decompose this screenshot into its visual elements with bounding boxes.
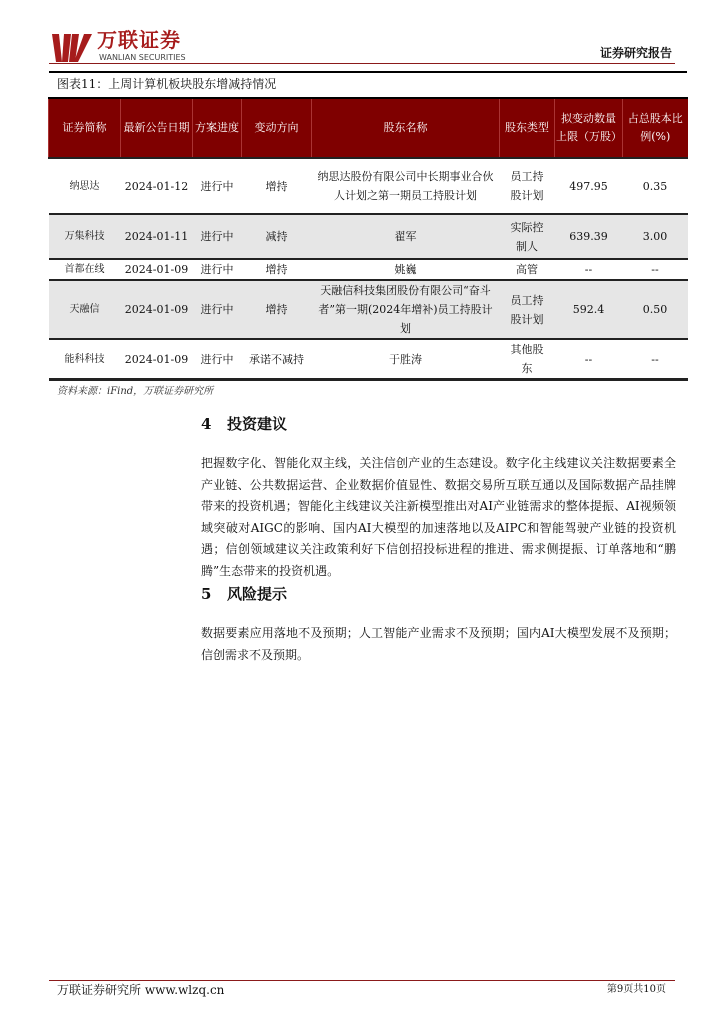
table-cell: -- [555, 339, 623, 380]
page-number: 第9页共10页 [606, 984, 666, 995]
table-cell: 减持 [242, 214, 312, 259]
section-paragraph: 把握数字化、智能化双主线，关注信创产业的生态建设。数字化主线建议关注数据要素全产业链、公共数据运营、企业数据价值显性、数据交易所互联互通以及国际数据产品挂牌带来的投资机遇；智能化主线建议关注新模型推出对AI产业链需求的整体提振、AI视频领域突破对AIGC的影响、国内AI大模型的加速落地以及AIPC和智能驾驶产业链的投资机遇；信创领域建议关注政策利好下信创招投标进程的推进、需求侧提振、订单落地和“鹏腾”生态带来的投资机遇。 [201, 456, 676, 578]
table-cell: 实际控制人 [500, 214, 555, 259]
table-cell: 增持 [242, 158, 312, 214]
table-cell: 员工持股计划 [500, 158, 555, 214]
section-title: 风险提示 [227, 585, 288, 603]
table-cell: 进行中 [193, 214, 242, 259]
table-cell: 万集科技 [49, 214, 121, 259]
table-cell: 2024-01-11 [121, 214, 193, 259]
section-number: 4 [201, 415, 212, 433]
table-cell: 天融信 [49, 280, 121, 339]
table-row [49, 259, 688, 280]
table-cell: 2024-01-09 [121, 259, 193, 280]
section-title: 投资建议 [227, 415, 288, 433]
table-cell: -- [623, 339, 688, 380]
table-row [49, 280, 688, 339]
table-cell: 纳思达股份有限公司中长期事业合伙人计划之第一期员工持股计划 [312, 158, 500, 214]
table-cell: 于胜涛 [312, 339, 500, 380]
figure-caption: 图表11：上周计算机板块股东增减持情况 [57, 77, 277, 91]
table-cell: 进行中 [193, 259, 242, 280]
table-cell: 进行中 [193, 280, 242, 339]
table-cell: -- [623, 259, 688, 280]
table-cell: 2024-01-09 [121, 280, 193, 339]
header-divider [49, 63, 675, 64]
table-row [49, 158, 688, 214]
doc-type: 证券研究报告 [599, 46, 672, 60]
table-cell: 员工持股计划 [500, 280, 555, 339]
column-header: 占总股本比例(%) [623, 98, 688, 158]
table-cell: 2024-01-09 [121, 339, 193, 380]
table-cell: 639.39 [555, 214, 623, 259]
table-cell: 0.50 [623, 280, 688, 339]
logo-w-icon [52, 34, 94, 62]
logo-english: WANLIAN SECURITIES [99, 53, 186, 62]
section-number: 5 [201, 585, 212, 603]
table-cell: 首都在线 [49, 259, 121, 280]
section-heading [201, 415, 287, 433]
table-header [49, 98, 688, 158]
shareholder-table [48, 97, 688, 381]
column-header: 拟变动数量上限（万股） [555, 98, 623, 158]
table-cell: 进行中 [193, 158, 242, 214]
table-cell: 高管 [500, 259, 555, 280]
table-cell: 0.35 [623, 158, 688, 214]
company-logo [52, 28, 202, 64]
column-header: 股东名称 [312, 98, 500, 158]
column-header: 变动方向 [242, 98, 312, 158]
table-cell: 进行中 [193, 339, 242, 380]
footer-divider [49, 980, 675, 981]
table-cell: 增持 [242, 280, 312, 339]
table-cell: 增持 [242, 259, 312, 280]
section-paragraph: 数据要素应用落地不及预期；人工智能产业需求不及预期；国内AI大模型发展不及预期；信创需求不及预期。 [201, 626, 676, 662]
footer-left: 万联证券研究所 www.wlzq.cn [57, 983, 225, 997]
table-cell: 其他股东 [500, 339, 555, 380]
table-cell: 翟军 [312, 214, 500, 259]
table-cell: 能科科技 [49, 339, 121, 380]
column-header: 方案进度 [193, 98, 242, 158]
column-header: 最新公告日期 [121, 98, 193, 158]
table-cell: -- [555, 259, 623, 280]
table-cell: 3.00 [623, 214, 688, 259]
logo-chinese: 万联证券 [97, 28, 181, 52]
column-header: 证券简称 [49, 98, 121, 158]
figure-block [48, 97, 687, 398]
table-cell: 纳思达 [49, 158, 121, 214]
table-row [49, 339, 688, 380]
table-cell: 承诺不减持 [242, 339, 312, 380]
caption-rule [49, 71, 687, 73]
table-cell: 姚巍 [312, 259, 500, 280]
table-cell: 592.4 [555, 280, 623, 339]
section-heading [201, 585, 287, 603]
source-note: 资料来源：iFind，万联证券研究所 [57, 386, 214, 397]
table-cell: 497.95 [555, 158, 623, 214]
table-row [49, 214, 688, 259]
table-cell: 天融信科技集团股份有限公司“奋斗者”第一期(2024年增补)员工持股计划 [312, 280, 500, 339]
table-cell: 2024-01-12 [121, 158, 193, 214]
column-header: 股东类型 [500, 98, 555, 158]
